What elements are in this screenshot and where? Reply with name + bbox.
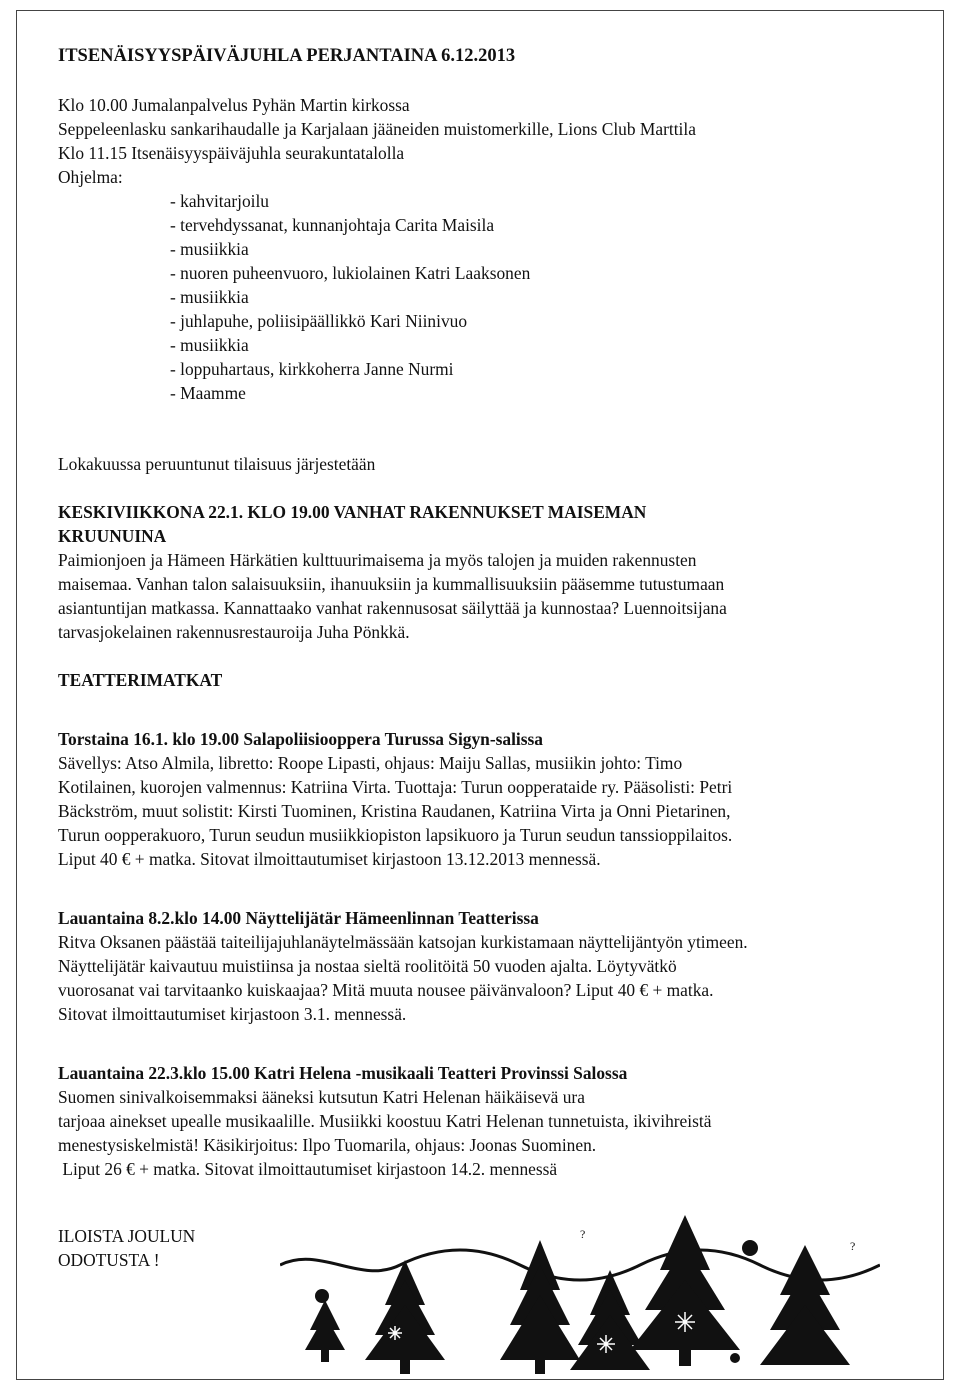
trip-text: Turun oopperakuoro, Turun seudun musiikkiopiston lapsikuoro ja Turun seudun tanssioppilaitos. [58,825,733,845]
list-item: - Maamme [170,383,246,403]
program-list [170,189,908,405]
trip-text: Ritva Oksanen päästää taiteilijajuhlanäytelmässään katsojan kurkistamaan näyttelijäntyön ytimeen. [58,932,748,952]
trip-text: vuorosanat vai tarvitaanko kuiskaajaa? Mitä muuta nousee päivänvaloon? Liput 40 € + matka. [58,980,714,1000]
trip-text: Näyttelijätär kaivautuu muistiinsa ja nostaa sieltä roolitöitä 50 vuoden ajalta. Löytyvätkö [58,956,677,976]
closing-greeting [58,1224,195,1272]
trip-text: tarjoaa ainekset upealle musikaalille. Musiikki koostuu Katri Helenan tunnetuista, ikivihreistä [58,1111,712,1131]
trip-title: Torstaina 16.1. klo 19.00 Salapoliisiooppera Turussa Sigyn-salissa [58,729,543,749]
list-item: - musiikkia [170,287,249,307]
program-label: Ohjelma: [58,167,123,187]
lecture-text: Paimionjoen ja Hämeen Härkätien kulttuurimaisema ja myös talojen ja muiden rakennusten [58,550,697,570]
lecture-text: tarvasjokelainen rakennusrestauroija Juha Pönkkä. [58,622,410,642]
schedule-line: Seppeleenlasku sankarihaudalle ja Karjalaan jääneiden muistomerkille, Lions Club Marttila [58,119,696,139]
trip-text: Sävellys: Atso Almila, libretto: Roope Lipasti, ohjaus: Maiju Sallas, musiikin johto: Timo [58,753,683,773]
trip-text: Sitovat ilmoittautumiset kirjastoon 3.1. mennessä. [58,1004,407,1024]
lecture-text: maisemaa. Vanhan talon salaisuuksiin, ihanuuksiin ja kummallisuuksiin pääsemme tutustumaan [58,574,725,594]
trip-title: Lauantaina 22.3.klo 15.00 Katri Helena -musikaali Teatteri Provinssi Salossa [58,1063,628,1083]
list-item: - kahvitarjoilu [170,191,270,211]
section-heading: TEATTERIMATKAT [58,670,223,690]
svg-text:?: ? [580,1227,586,1241]
christmas-trees-illustration-icon [280,1210,880,1380]
trip-title: Lauantaina 8.2.klo 14.00 Näyttelijätär Hämeenlinnan Teatterissa [58,908,539,928]
list-item: - nuoren puheenvuoro, lukiolainen Katri Laaksonen [170,263,531,283]
lecture-title-cont: KRUUNUINA [58,526,167,546]
list-item: - musiikkia [170,239,249,259]
trip-text: menestysiskelmistä! Käsikirjoitus: Ilpo Tuomarila, ohjaus: Joonas Suominen. [58,1135,597,1155]
list-item: - musiikkia [170,335,249,355]
lecture-intro: Lokakuussa peruuntunut tilaisuus järjestetään [58,454,376,474]
list-item: - tervehdyssanat, kunnanjohtaja Carita Maisila [170,215,495,235]
document-body [58,44,908,1181]
schedule-line: Klo 11.15 Itsenäisyyspäiväjuhla seurakuntatalolla [58,143,405,163]
schedule [58,93,908,189]
trip-text: Bäckström, muut solistit: Kirsti Tuominen, Kristina Raudanen, Katriina Virta ja Onni Pietarinen, [58,801,731,821]
trip-text: Liput 40 € + matka. Sitovat ilmoittautumiset kirjastoon 13.12.2013 mennessä. [58,849,601,869]
theatre-trip [58,727,908,871]
page-title: ITSENÄISYYSPÄIVÄJUHLA PERJANTAINA 6.12.2013 [58,46,516,66]
lecture-text: asiantuntijan matkassa. Kannattaako vanhat rakennusosat säilyttää ja kunnostaa? Luennoitsijana [58,598,727,618]
trip-text: Suomen sinivalkoisemmaksi ääneksi kutsutun Katri Helenan häikäisevä ura [58,1087,585,1107]
list-item: - juhlapuhe, poliisipäällikkö Kari Niinivuo [170,311,468,331]
lecture-title: KESKIVIIKKONA 22.1. KLO 19.00 VANHAT RAKENNUKSET MAISEMAN [58,502,647,522]
theatre-trip [58,906,908,1026]
theatre-trip [58,1061,908,1181]
list-item: - loppuhartaus, kirkkoherra Janne Nurmi [170,359,454,379]
schedule-line: Klo 10.00 Jumalanpalvelus Pyhän Martin kirkossa [58,95,410,115]
closing-line: ODOTUSTA ! [58,1250,160,1270]
svg-text:?: ? [850,1239,856,1253]
trip-text: Kotilainen, kuorojen valmennus: Katriina Virta. Tuottaja: Turun oopperataide ry. Pääsolisti: Petri [58,777,733,797]
closing-line: ILOISTA JOULUN [58,1226,196,1246]
trip-text: Liput 26 € + matka. Sitovat ilmoittautumiset kirjastoon 14.2. mennessä [58,1159,558,1179]
lecture-section [58,452,908,644]
